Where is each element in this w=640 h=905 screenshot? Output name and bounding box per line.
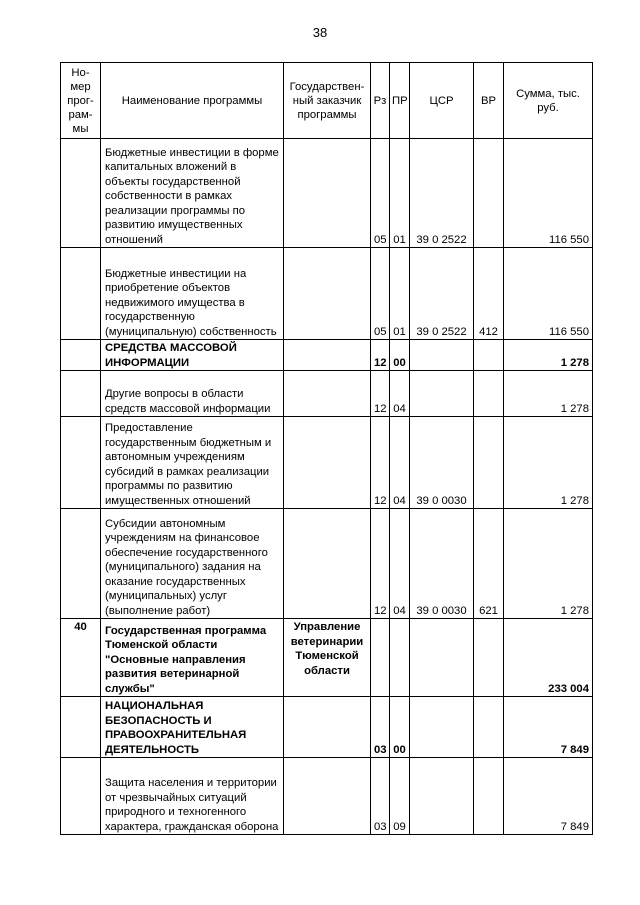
pr-cell: 00 bbox=[390, 697, 410, 758]
vr-cell bbox=[474, 417, 504, 509]
rz-cell: 12 bbox=[371, 417, 390, 509]
table-row bbox=[61, 619, 593, 697]
program-name-cell: Защита населения и территории от чрезвычайных ситуаций природного и техногенного характера, гражданская оборона bbox=[101, 758, 284, 835]
vr-cell bbox=[474, 758, 504, 835]
sum-cell: 1 278 bbox=[504, 509, 593, 619]
vr-cell bbox=[474, 340, 504, 371]
state-customer-cell: Управление ветеринарии Тюменской области bbox=[284, 619, 371, 697]
pr-cell: 09 bbox=[390, 758, 410, 835]
vr-cell: 621 bbox=[474, 509, 504, 619]
table-row bbox=[61, 371, 593, 417]
budget-table bbox=[60, 62, 593, 835]
sum-cell: 7 849 bbox=[504, 758, 593, 835]
csr-cell: 39 0 2522 bbox=[410, 139, 474, 248]
table-row bbox=[61, 340, 593, 371]
rz-cell: 12 bbox=[371, 509, 390, 619]
vr-cell bbox=[474, 619, 504, 697]
rz-cell: 03 bbox=[371, 758, 390, 835]
state-customer-cell bbox=[284, 417, 371, 509]
table-header-row bbox=[61, 63, 593, 139]
csr-cell: 39 0 2522 bbox=[410, 248, 474, 340]
vr-cell bbox=[474, 371, 504, 417]
table-row bbox=[61, 139, 593, 248]
program-name-cell: Субсидии автономным учреждениям на финансовое обеспечение государственного (муниципального) задания на оказание государственных (муниципальных) услуг (выполнение работ) bbox=[101, 509, 284, 619]
program-number-cell bbox=[61, 371, 101, 417]
program-number-cell bbox=[61, 697, 101, 758]
sum-cell: 1 278 bbox=[504, 417, 593, 509]
sum-cell: 1 278 bbox=[504, 371, 593, 417]
csr-cell bbox=[410, 371, 474, 417]
pr-cell: 00 bbox=[390, 340, 410, 371]
csr-cell bbox=[410, 340, 474, 371]
csr-cell: 39 0 0030 bbox=[410, 417, 474, 509]
program-number-cell bbox=[61, 758, 101, 835]
program-name-cell: Бюджетные инвестиции на приобретение объектов недвижимого имущества в государственную (муниципальную) собственность bbox=[101, 248, 284, 340]
csr-cell bbox=[410, 758, 474, 835]
pr-cell: 01 bbox=[390, 139, 410, 248]
program-number-cell: 40 bbox=[61, 619, 101, 697]
header-rz: Рз bbox=[371, 63, 390, 139]
csr-cell: 39 0 0030 bbox=[410, 509, 474, 619]
program-number-cell bbox=[61, 139, 101, 248]
table-row bbox=[61, 697, 593, 758]
csr-cell bbox=[410, 619, 474, 697]
pr-cell: 04 bbox=[390, 509, 410, 619]
table-row bbox=[61, 758, 593, 835]
program-name-cell: НАЦИОНАЛЬНАЯ БЕЗОПАСНОСТЬ И ПРАВООХРАНИТЕЛЬНАЯ ДЕЯТЕЛЬНОСТЬ bbox=[101, 697, 284, 758]
state-customer-cell bbox=[284, 509, 371, 619]
program-name-cell: СРЕДСТВА МАССОВОЙ ИНФОРМАЦИИ bbox=[101, 340, 284, 371]
program-number-cell bbox=[61, 417, 101, 509]
state-customer-cell bbox=[284, 139, 371, 248]
program-name-cell: Другие вопросы в области средств массовой информации bbox=[101, 371, 284, 417]
vr-cell: 412 bbox=[474, 248, 504, 340]
page-number: 38 bbox=[312, 25, 328, 40]
header-program-name: Наименование программы bbox=[101, 63, 284, 139]
sum-cell: 116 550 bbox=[504, 248, 593, 340]
rz-cell: 12 bbox=[371, 371, 390, 417]
state-customer-cell bbox=[284, 340, 371, 371]
rz-cell: 05 bbox=[371, 248, 390, 340]
rz-cell: 12 bbox=[371, 340, 390, 371]
sum-cell: 7 849 bbox=[504, 697, 593, 758]
state-customer-cell bbox=[284, 697, 371, 758]
rz-cell: 03 bbox=[371, 697, 390, 758]
header-vr: ВР bbox=[474, 63, 504, 139]
header-state-customer: Государствен-ный заказчик программы bbox=[284, 63, 371, 139]
rz-cell bbox=[371, 619, 390, 697]
program-number-cell bbox=[61, 248, 101, 340]
program-number-cell bbox=[61, 340, 101, 371]
header-pr: ПР bbox=[390, 63, 410, 139]
vr-cell bbox=[474, 139, 504, 248]
state-customer-cell bbox=[284, 248, 371, 340]
pr-cell bbox=[390, 619, 410, 697]
rz-cell: 05 bbox=[371, 139, 390, 248]
sum-cell: 116 550 bbox=[504, 139, 593, 248]
header-csr: ЦСР bbox=[410, 63, 474, 139]
program-name-cell: Государственная программа Тюменской области "Основные направления развития ветеринарной службы" bbox=[101, 619, 284, 697]
sum-cell: 1 278 bbox=[504, 340, 593, 371]
pr-cell: 04 bbox=[390, 417, 410, 509]
vr-cell bbox=[474, 697, 504, 758]
header-program-number: Но-мер прог-рам-мы bbox=[61, 63, 101, 139]
program-number-cell bbox=[61, 509, 101, 619]
program-name-cell: Бюджетные инвестиции в форме капитальных вложений в объекты государственной собственности в рамках реализации программы по развитию имущественных отношений bbox=[101, 139, 284, 248]
csr-cell bbox=[410, 697, 474, 758]
header-sum: Сумма, тыс. руб. bbox=[504, 63, 593, 139]
state-customer-cell bbox=[284, 371, 371, 417]
table-row bbox=[61, 509, 593, 619]
program-name-cell: Предоставление государственным бюджетным и автономным учреждениям субсидий в рамках реализации программы по развитию имущественных отношений bbox=[101, 417, 284, 509]
table-row bbox=[61, 417, 593, 509]
sum-cell: 233 004 bbox=[504, 619, 593, 697]
pr-cell: 04 bbox=[390, 371, 410, 417]
pr-cell: 01 bbox=[390, 248, 410, 340]
state-customer-cell bbox=[284, 758, 371, 835]
table-row bbox=[61, 248, 593, 340]
